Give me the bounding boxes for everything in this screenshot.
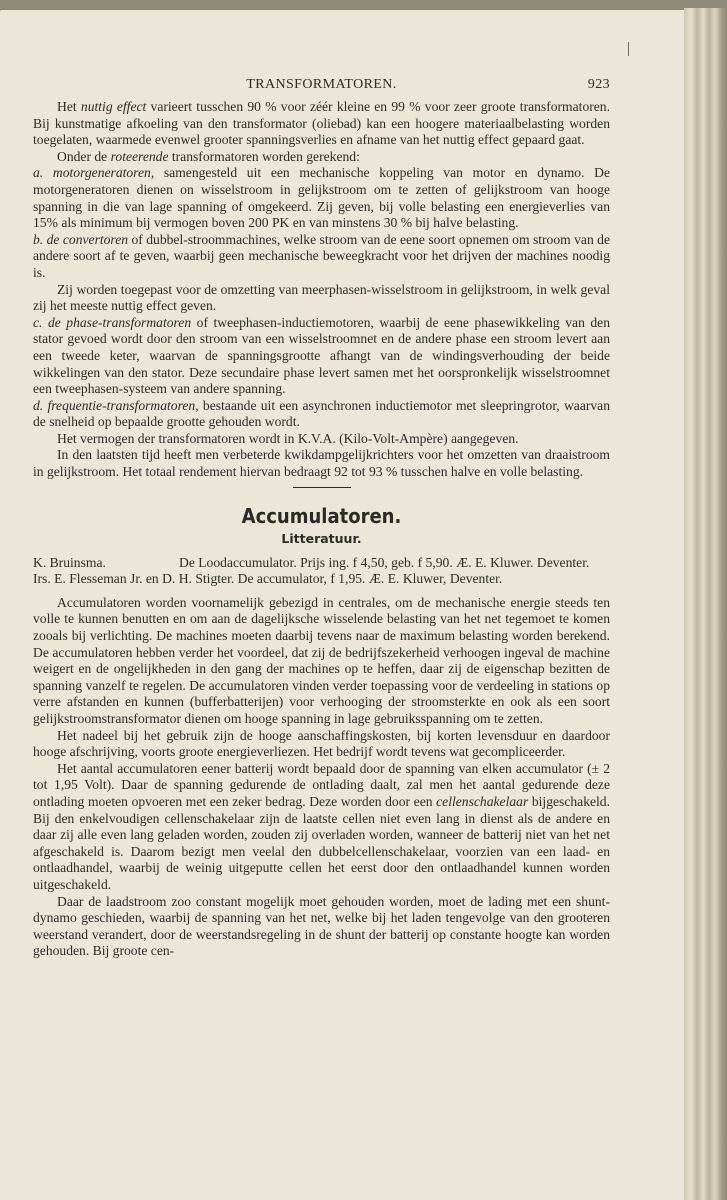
paragraph-nuttig-effect: Het nuttig effect varieert tusschen 90 % voor zéér kleine en 99 % voor zeer groote transformatoren. Bij kunstmatige afkoeling van den transformator (oliebad) kan een hoogere materiaalbelasting worden toegelaten, waarmede evenwel grooter spanningsverlies en afname van het nuttig effect gepaard gaat. [33,99,610,148]
literature-author: K. Bruinsma. [33,554,106,570]
page-number: 923 [587,77,610,92]
paragraph-nadeel: Het nadeel bij het gebruik zijn de hooge aanschaffingskosten, bij korten levensduur en daardoor hooge afschrijving, voorts groote energieverliezen. Het bedrijf wordt tevens wat gecompliceerder. [33,727,610,760]
running-header [33,77,610,99]
paragraph-vermogen: Het vermogen der transformatoren wordt in K.V.A. (Kilo-Volt-Ampère) aangegeven. [57,430,519,446]
literature-citation: Irs. E. Flesseman Jr. en D. H. Stigter. De accumulator, f 1,95. Æ. E. Kluwer, Deventer. [33,571,503,587]
running-title: TRANSFORMATOREN. [246,77,397,92]
literature-list [33,555,610,588]
paragraph-accumulatoren-gebruik: Accumulatoren worden voornamelijk gebezigd in centrales, om de mechanische energie steeds ten volle te kunnen benutten en om aan de dagelijksche wisselende belasting van het net tegemoet te komen zooals bij verlichting. De machines moeten daarbij tevens naar de maximum belasting worden berekend. De accumulatoren hebben verder het voordeel, dat zij de bedrijfszekerheid verhoogen ingeval de machine weigert en de ongelijkheden in den gang der machines op te heffen, daar zij de eigenschap bezitten de spanning vanzelf te regelen. De accumulatoren vinden verder toepassing voor de verdeeling in stations op verre afstanden en kunnen (bufferbatterijen) voor verhooging der stroomsterkte en ook als een soort gelijkstroomstransformator dienen om hooge spanning in lage gebruiksspanning om te zetten. [33,594,610,726]
literature-entry [33,555,610,572]
page-content [33,77,610,960]
literature-entry [33,571,610,588]
literature-heading: Litteratuur. [281,530,362,546]
list-item-d: d. frequentie-transformatoren, bestaande uit een asynchronen inductiemotor met sleepringrotor, waarvan de snelheid op bepaalde grootte gehouden wordt. [33,397,611,430]
section-title: Accumulatoren. [241,503,402,528]
list-item-b: b. de convertoren of dubbel-stroommachines, welke stroom van de eene soort opnemen om stroom van de andere soort af te geven, waarbij geen mechanische beweegkracht voor het drijven der machines noodig is. [33,231,611,280]
section-divider [293,487,351,488]
paragraph-roteerende: Onder de roteerende transformatoren worden gerekend: [57,148,360,164]
paragraph-convertoren-use: Zij worden toegepast voor de omzetting van meerphasen-wisselstroom in gelijkstroom, in welk geval zij het meeste nuttig effect geven. [33,281,610,314]
paragraph-laadstroom: Daar de laadstroom zoo constant mogelijk moet gehouden worden, moet de lading met een shunt-dynamo geschieden, waarbij de spanning van het net, welke bij het laden tengevolge van den grooteren weerstand verandert, door de weerstandsregeling in de shunt der batterij op constante hoogte kan worden gehouden. Bij groote cen- [33,893,610,959]
list-item-c: c. de phase-transformatoren of tweephasen-inductiemotoren, waarbij de eene phasewikkeling van den stator gevoed wordt door den stroom van een wisselstroomnet en de andere phase een stroom levert aan een tweede keter, waarvan de spanningsgrootte afhangt van de windingsverhouding der beide wikkelingen van den stator. Deze secundaire phase levert samen met het oorspronkelijk wisselstroomnet een tweephasen-systeem van andere spanning. [33,314,611,397]
page-edges [684,8,727,1200]
literature-work: De Loodaccumulator. Prijs ing. f 4,50, geb. f 5,90. Æ. E. Kluwer. Deventer. [179,554,590,570]
list-item-a: a. motorgeneratoren, samengesteld uit een mechanische koppeling van motor en dynamo. De motorgeneratoren dienen on wisselstroom in gelijkstroom om te zetten of gelijkstroom van hooge spanning in die van lage spanning of omgekeerd. Zij geven, bij volle belasting een energieverlies van 15% als minimum bij vermogen boven 200 PK en van minstens 30 % bij halve belasting. [33,165,611,231]
paragraph-aantal: Het aantal accumulatoren eener batterij wordt bepaald door de spanning van elken accumulator (± 2 tot 1,95 Volt). Daar de spanning gedurende de ontlading daalt, zal men het aantal gedurende deze ontlading moeten opvoeren met een zeker bedrag. Deze worden door een cellenschakelaar bijgeschakeld. Bij den enkelvoudigen cellenschakelaar zijn de laatste cellen niet even lang in dienst als de andere en daar zij alle even lang geladen worden, zouden zij overladen worden, wanneer de batterij niet van het net afgeschakeld is. Daarom bezigt men veelal den dubbelcellenschakelaar, voorzien van een laad- en ontlaadhandel, waarbij de weinig uitgeputte cellen het eerst door den ontlaadhandel kunnen worden uitgeschakeld. [33,760,610,892]
page-mark [628,42,629,56]
paragraph-kwikdamp: In den laatsten tijd heeft men verbeterde kwikdampgelijkrichters voor het omzetten van draaistroom in gelijkstroom. Het totaal rendement hiervan bedraagt 92 tot 93 % tusschen halve en volle belasting. [33,447,610,480]
